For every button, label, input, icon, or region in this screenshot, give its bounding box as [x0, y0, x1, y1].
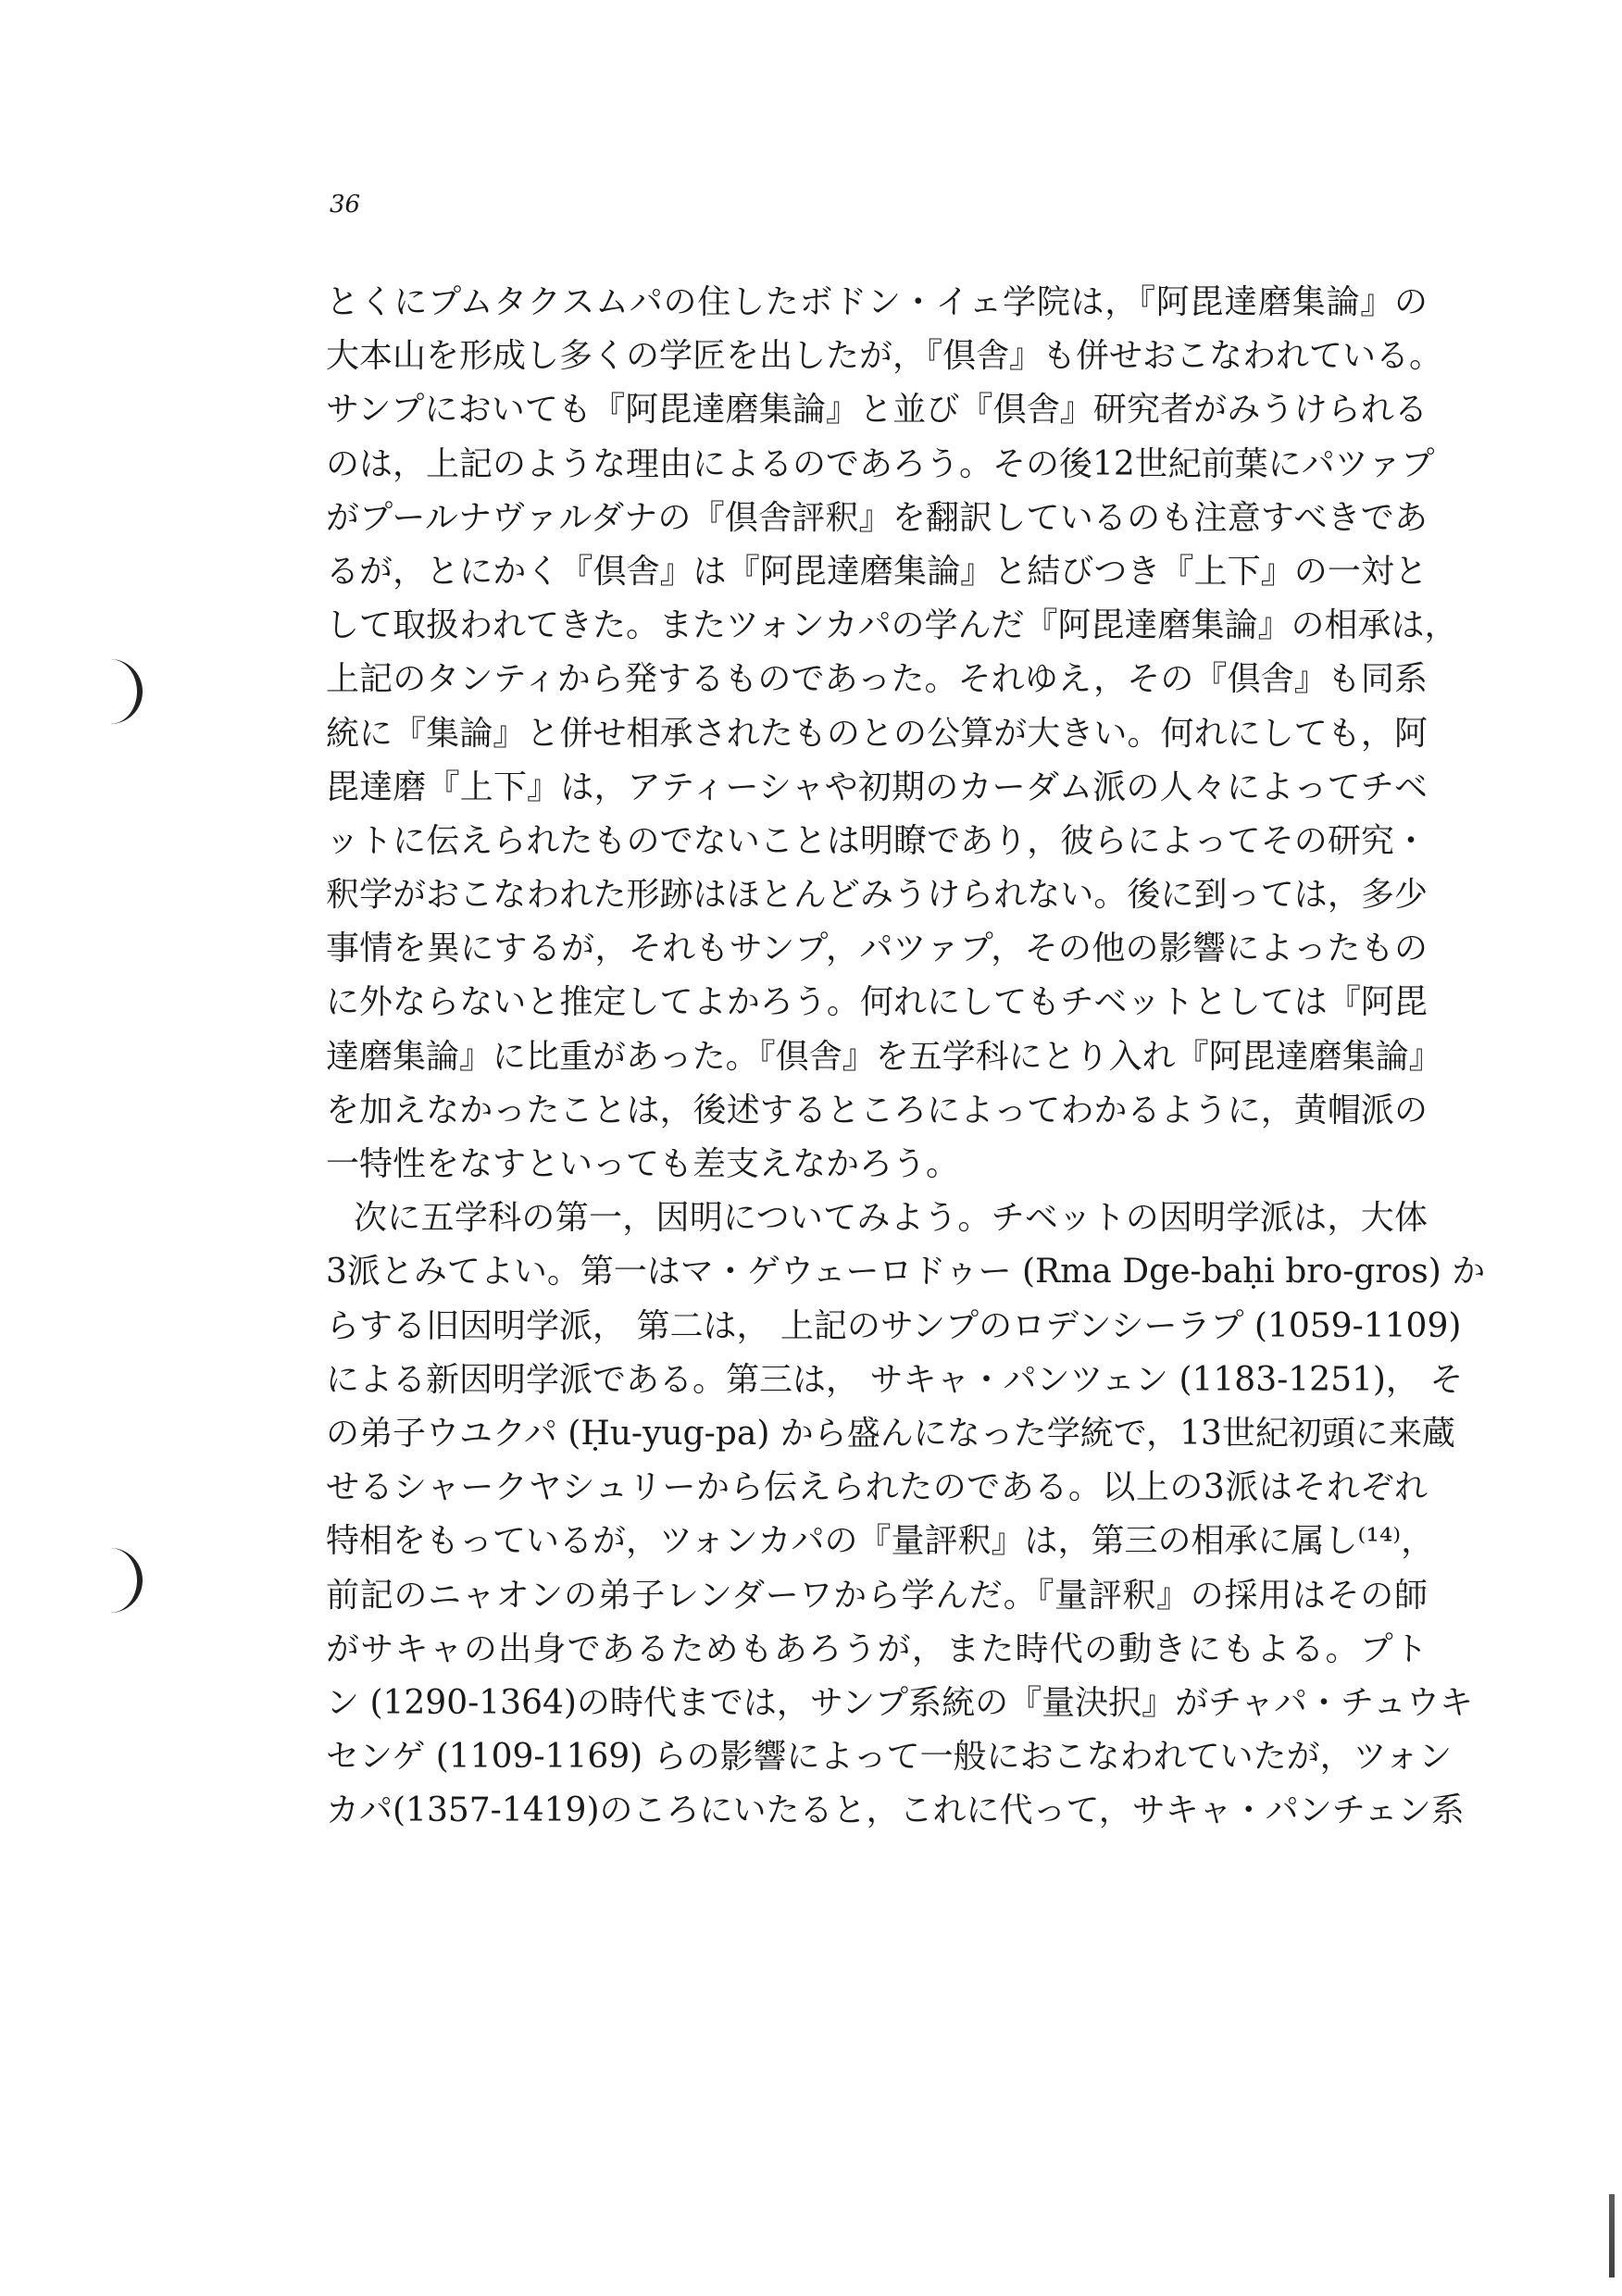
text-line: がサキャの出身であるためもあろうが，また時代の動きにもよる。プト [326, 1629, 1428, 1668]
text-line: 特相をもっているが，ツォンカパの『量評釈』は，第三の相承に属し⁽¹⁴⁾， [326, 1522, 1435, 1561]
text-line: 前記のニャオンの弟子レンダーワから学んだ。『量評釈』の採用はその師 [326, 1576, 1428, 1615]
text-line: の弟子ウユクパ (Ḥu-yug-pa) から盛んになった学統で，13世紀初頭に来蔵 [326, 1414, 1455, 1453]
text-line: に外ならないと推定してよかろう。何れにしてもチベットとしては『阿毘 [326, 983, 1428, 1022]
text-line: のは，上記のような理由によるのであろう。その後12世紀前葉にパツァプ [326, 444, 1435, 483]
text-line: とくにプムタクスムパの住したボドン・イェ学院は，『阿毘達磨集論』の [326, 283, 1428, 321]
text-line: 毘達磨『上下』は，アティーシャや初期のカーダム派の人々によってチベ [326, 767, 1428, 806]
text-line: せるシャークヤシュリーから伝えられたのである。以上の3派はそれぞれ [326, 1468, 1428, 1507]
text-line: るが，とにかく『倶舎』は『阿毘達磨集論』と結びつき『上下』の一対と [326, 552, 1428, 591]
paragraph [326, 276, 1458, 1192]
binding-hole-mark-lower [109, 1548, 143, 1613]
text-line: 次に五学科の第一，因明についてみよう。チベットの因明学派は，大体 [354, 1199, 1428, 1238]
text-line: がプールナヴァルダナの『倶舎評釈』を翻訳しているのも注意すべきであ [326, 498, 1428, 537]
text-line: を加えなかったことは，後述するところによってわかるように，黄帽派の [326, 1091, 1428, 1129]
text-line: ン (1290-1364)の時代までは，サンプ系統の『量決択』がチャパ・チュウキ [326, 1683, 1473, 1722]
text-line: らする旧因明学派， 第二は， 上記のサンプのロデンシーラプ (1059-1109) [326, 1306, 1462, 1345]
text-line: 事情を異にするが，それもサンプ，パツァプ，その他の影響によったもの [326, 930, 1428, 968]
text-line: 統に『集論』と併せ相承されたものとの公算が大きい。何れにしても，阿 [326, 714, 1428, 753]
text-line: して取扱われてきた。またツォンカパの学んだ『阿毘達磨集論』の相承は， [326, 606, 1458, 645]
text-line: 釈学がおこなわれた形跡はほとんどみうけられない。後に到っては，多少 [326, 876, 1428, 915]
text-line: 一特性をなすといっても差支えなかろう。 [326, 1145, 960, 1183]
text-line: ットに伝えられたものでないことは明瞭であり，彼らによってその研究・ [326, 821, 1428, 860]
text-line: 上記のタンティから発するものであった。それゆえ，その『倶舎』も同系 [326, 660, 1428, 699]
page-edge-mark [1609, 2194, 1615, 2277]
text-line: 3派とみてよい。第一はマ・ゲウェーロドゥー (Rma Dge-baḥi bro-gros) か [326, 1253, 1486, 1292]
body-text [326, 276, 1486, 1838]
text-line: による新因明学派である。第三は， サキャ・パンツェン (1183-1251)， そ [326, 1360, 1464, 1399]
text-line: 達磨集論』に比重があった。『倶舎』を五学科にとり入れ『阿毘達磨集論』 [326, 1037, 1442, 1076]
paragraph [326, 1192, 1486, 1838]
text-line: サンプにおいても『阿毘達磨集論』と並び『倶舎』研究者がみうけられる [326, 391, 1428, 430]
text-line: センゲ (1109-1169) らの影響によって一般におこなわれていたが，ツォン [326, 1738, 1453, 1777]
binding-hole-mark-upper [109, 659, 143, 724]
text-line: カパ(1357-1419)のころにいたると，これに代って，サキャ・パンチェン系 [326, 1791, 1465, 1830]
text-line: 大本山を形成し多くの学匠を出したが，『倶舎』も併せおこなわれている。 [326, 337, 1443, 376]
page-number: 36 [330, 191, 361, 218]
